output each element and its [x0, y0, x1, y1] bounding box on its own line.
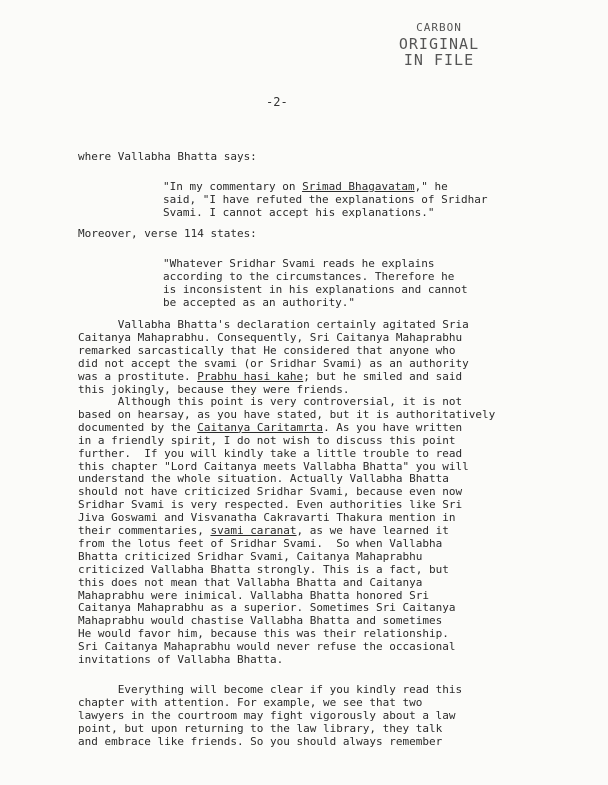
underlined-term: Caitanya Caritamrta [197, 420, 324, 434]
text-line [78, 524, 449, 537]
text-line [78, 722, 442, 735]
text-line [78, 696, 422, 709]
text-segment: Jiva Goswami and Visvanatha Cakravarti Thakura mention in [78, 511, 456, 525]
text-line [163, 193, 488, 206]
text-segment: Mahaprabhu would chastise Vallabha Bhatta and sometimes [78, 614, 443, 628]
stamp-line: IN FILE [403, 51, 475, 69]
text-segment: and embrace like friends. So you should always remember [78, 734, 443, 748]
text-segment: where Vallabha Bhatta says: [78, 150, 257, 163]
text-segment: was a prostitute. [78, 369, 198, 383]
text-segment: , as we have learned it [296, 524, 449, 537]
text-line [78, 614, 442, 627]
text-segment: in a friendly spirit, I do not wish to discuss this point [78, 433, 456, 447]
text-segment: . As you have written [323, 420, 463, 434]
text-line [78, 576, 422, 589]
text-segment: Svami. I cannot accept his explanations." [163, 205, 435, 219]
text-segment: documented by the [78, 420, 198, 434]
text-line [78, 434, 456, 447]
text-segment: said, "I have refuted the explanations of Sridhar [163, 192, 488, 206]
text-segment: "In my commentary on [163, 180, 303, 193]
text-segment: based on hearsay, as you have stated, but it is authoritatively [78, 407, 496, 421]
underlined-term: svami caranat [210, 524, 297, 537]
text-segment: remarked sarcastically that He considered that anyone who [78, 343, 456, 357]
text-line [163, 270, 454, 283]
text-segment: according to the circumstances. Therefore he [163, 269, 455, 283]
text-line [78, 735, 442, 748]
text-segment: further. If you will kindly take a little trouble to read [78, 446, 463, 460]
text-segment: Bhatta criticized Sridhar Svami, Caitanya Mahaprabhu [78, 549, 423, 563]
text-segment: ," he [414, 180, 448, 193]
text-segment: Caitanya Mahaprabhu as a superior. Sometimes Sri Caitanya [78, 601, 456, 615]
text-segment: this jokingly, because they were friends. [78, 382, 350, 396]
text-line [78, 408, 495, 421]
text-line [78, 447, 462, 460]
text-line [78, 318, 469, 331]
text-line [78, 421, 462, 434]
text-line [78, 331, 462, 344]
text-segment: "Whatever Sridhar Svami reads he explains [163, 257, 435, 270]
text-line [78, 395, 462, 408]
text-segment: Moreover, verse 114 states: [78, 227, 257, 240]
text-line [78, 227, 257, 240]
text-segment: Although this point is very controversial, it is not [78, 395, 463, 408]
text-line [78, 511, 456, 524]
stamp-line: ORIGINAL [398, 35, 480, 53]
text-segment: Mahaprabhu were inimical. Vallabha Bhatta honored Sri [78, 588, 429, 602]
text-segment: point, but upon returning to the law library, they talk [78, 721, 443, 735]
text-segment: invitations of Vallabha Bhatta. [78, 653, 284, 666]
text-line [78, 485, 462, 498]
text-segment: their commentaries, [78, 524, 211, 537]
text-segment: be accepted as an authority." [163, 295, 356, 309]
text-line [78, 683, 462, 696]
text-line [78, 537, 442, 550]
text-line [163, 296, 355, 309]
text-segment: this chapter "Lord Caitanya meets Vallabha Bhatta" you will [78, 459, 469, 473]
text-line [78, 370, 462, 383]
text-line [78, 709, 456, 722]
text-line [163, 257, 435, 270]
stamp-line: CARBON [416, 21, 462, 34]
text-line [78, 627, 449, 640]
text-line [78, 563, 449, 576]
carbon-original-stamp [384, 20, 494, 68]
text-segment: Sri Caitanya Mahaprabhu would never refuse the occasional [78, 640, 456, 654]
underlined-term: Prabhu hasi kahe [197, 369, 304, 383]
text-line [78, 589, 429, 602]
text-line [78, 357, 469, 370]
text-segment: chapter with attention. For example, we see that two [78, 695, 423, 709]
text-line [78, 498, 462, 511]
text-line [78, 550, 422, 563]
text-line [78, 344, 456, 357]
page-number: -2- [266, 95, 288, 109]
text-line [163, 206, 435, 219]
text-segment: from the lotus feet of Sridhar Svami. So when Vallabha [78, 536, 443, 550]
text-line [78, 150, 257, 163]
text-segment: lawyers in the courtroom may fight vigorously about a law [78, 708, 456, 722]
text-segment: Caitanya Mahaprabhu. Consequently, Sri Caitanya Mahaprabhu [78, 330, 463, 344]
text-segment: this does not mean that Vallabha Bhatta and Caitanya [78, 575, 423, 589]
text-line [163, 283, 468, 296]
text-segment: ; but he smiled and said [303, 369, 463, 383]
text-line [78, 472, 449, 485]
text-segment: is inconsistent in his explanations and cannot [163, 282, 468, 296]
text-segment: should not have criticized Sridhar Svami, because even now [78, 485, 463, 499]
text-segment: Sridhar Svami is very respected. Even authorities like Sri [78, 498, 463, 512]
text-segment: Vallabha Bhatta's declaration certainly agitated Sria [78, 318, 469, 331]
text-line [78, 460, 469, 473]
text-segment: He would favor him, because this was their relationship. [78, 627, 449, 641]
text-segment: did not accept the svami (or Sridhar Svami) as an authority [78, 356, 469, 370]
text-line [78, 653, 283, 666]
text-line [78, 383, 350, 396]
text-segment: criticized Vallabha Bhatta strongly. This is a fact, but [78, 562, 449, 576]
underlined-term: Srimad Bhagavatam [302, 180, 415, 193]
text-line [78, 601, 456, 614]
text-segment: understand the whole situation. Actually Vallabha Bhatta [78, 472, 449, 486]
text-segment: Everything will become clear if you kindly read this [78, 683, 463, 696]
text-line [163, 180, 448, 193]
text-line [78, 640, 456, 653]
